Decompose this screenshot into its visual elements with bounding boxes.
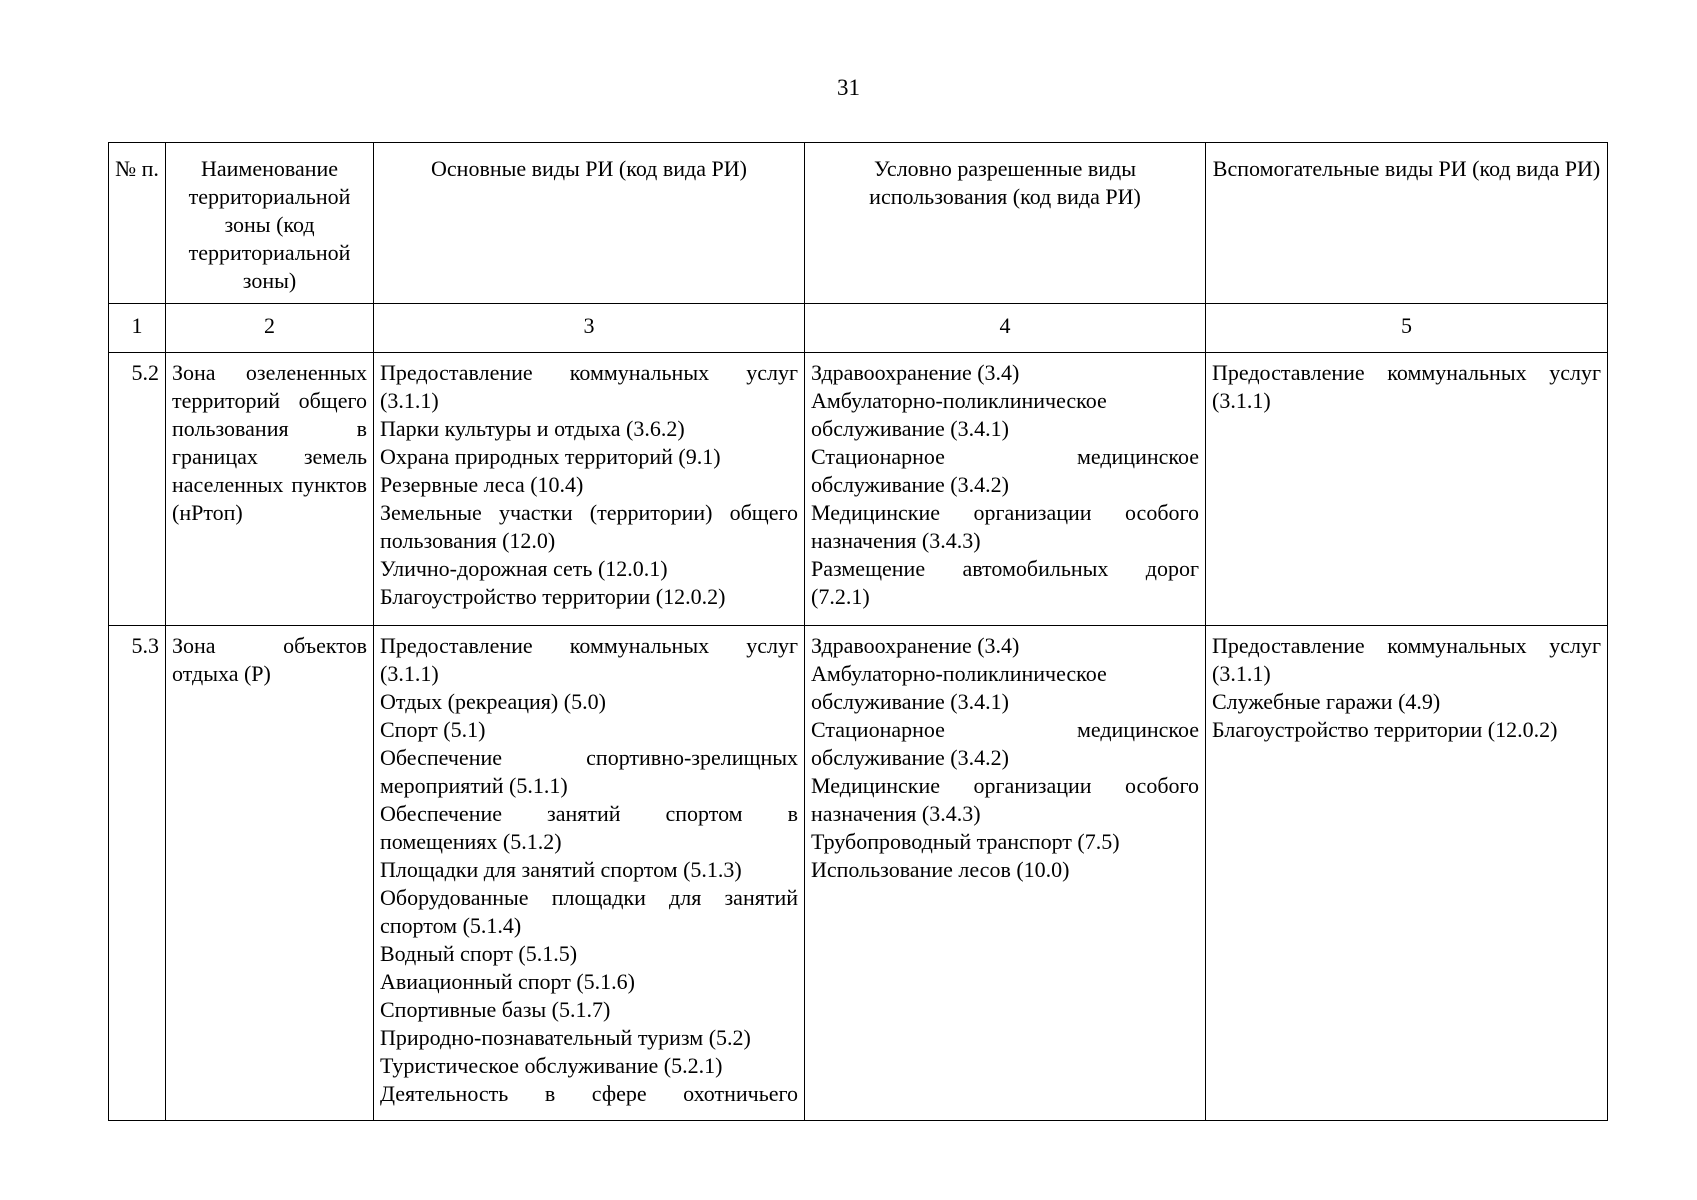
list-item: Предоставление коммунальных услуг (3.1.1) — [380, 633, 798, 686]
main-uses-cell — [374, 353, 805, 626]
list-item: Туристическое обслуживание (5.2.1) — [380, 1053, 723, 1078]
list-item: Амбулаторно-поликлиническое обслуживание (3.4.1) — [811, 661, 1107, 714]
list-item: Водный спорт (5.1.5) — [380, 941, 578, 966]
list-item: Использование лесов (10.0) — [811, 857, 1070, 882]
list-item: Здравоохранение (3.4) — [811, 633, 1020, 658]
list-item: Размещение автомобильных дорог (7.2.1) — [811, 556, 1199, 609]
table-row — [109, 353, 1608, 626]
column-number: 3 — [374, 304, 805, 353]
column-number: 2 — [166, 304, 374, 353]
list-item: Благоустройство территории (12.0.2) — [380, 584, 726, 609]
list-item: Предоставление коммунальных услуг (3.1.1) — [1212, 633, 1601, 686]
list-item: Обеспечение спортивно-зрелищных мероприятий (5.1.1) — [380, 745, 798, 798]
header-zone-name: Наименование территориальной зоны (код территориальной зоны) — [166, 143, 374, 304]
zones-table — [108, 142, 1608, 1121]
list-item: Трубопроводный транспорт (7.5) — [811, 829, 1120, 854]
auxiliary-uses-cell — [1206, 353, 1608, 626]
list-item: Здравоохранение (3.4) — [811, 360, 1020, 385]
list-item: Стационарное медицинское обслуживание (3.4.2) — [811, 444, 1199, 497]
header-main-uses: Основные виды РИ (код вида РИ) — [374, 143, 805, 304]
list-item: Амбулаторно-поликлиническое обслуживание (3.4.1) — [811, 388, 1107, 441]
conditional-uses-cell — [805, 626, 1206, 1121]
list-item: Медицинские организации особого назначения (3.4.3) — [811, 500, 1199, 553]
zone-name: Зона озелененных территорий общего пользования в границах земель населенных пунктов (нРтоп) — [172, 360, 367, 525]
list-item: Обеспечение занятий спортом в помещениях (5.1.2) — [380, 801, 798, 854]
table-row — [109, 626, 1608, 1121]
column-number: 4 — [805, 304, 1206, 353]
list-item: Охрана природных территорий (9.1) — [380, 444, 721, 469]
list-item: Улично-дорожная сеть (12.0.1) — [380, 556, 668, 581]
list-item: Служебные гаражи (4.9) — [1212, 689, 1441, 714]
list-item: Предоставление коммунальных услуг (3.1.1) — [380, 360, 798, 413]
zone-name: Зона объектов отдыха (Р) — [172, 633, 367, 686]
list-item: Площадки для занятий спортом (5.1.3) — [380, 857, 742, 882]
list-item: Природно-познавательный туризм (5.2) — [380, 1025, 751, 1050]
column-number: 1 — [109, 304, 166, 353]
list-item: Предоставление коммунальных услуг (3.1.1) — [1212, 360, 1601, 413]
zone-name-cell — [166, 353, 374, 626]
list-item: Резервные леса (10.4) — [380, 472, 584, 497]
list-item: Благоустройство территории (12.0.2) — [1212, 717, 1558, 742]
column-number: 5 — [1206, 304, 1608, 353]
header-auxiliary-uses: Вспомогательные виды РИ (код вида РИ) — [1206, 143, 1608, 304]
main-uses-cell — [374, 626, 805, 1121]
header-num: № п. — [109, 143, 166, 304]
zone-name-cell — [166, 626, 374, 1121]
list-item: Спорт (5.1) — [380, 717, 486, 742]
row-number: 5.3 — [109, 626, 166, 1121]
list-item: Спортивные базы (5.1.7) — [380, 997, 611, 1022]
list-item: Авиационный спорт (5.1.6) — [380, 969, 635, 994]
list-item: Земельные участки (территории) общего пользования (12.0) — [380, 500, 798, 553]
page-number: 31 — [837, 75, 860, 100]
list-item: Оборудованные площадки для занятий спортом (5.1.4) — [380, 885, 798, 938]
list-item: Парки культуры и отдыха (3.6.2) — [380, 416, 685, 441]
column-number-row — [109, 304, 1608, 353]
header-row — [109, 143, 1608, 304]
header-conditional-uses: Условно разрешенные виды использования (код вида РИ) — [805, 143, 1206, 304]
row-number: 5.2 — [109, 353, 166, 626]
list-item: Отдых (рекреация) (5.0) — [380, 689, 606, 714]
conditional-uses-cell — [805, 353, 1206, 626]
list-item: Медицинские организации особого назначения (3.4.3) — [811, 773, 1199, 826]
list-item: Деятельность в сфере охотничьего — [380, 1081, 798, 1106]
list-item: Стационарное медицинское обслуживание (3.4.2) — [811, 717, 1199, 770]
auxiliary-uses-cell — [1206, 626, 1608, 1121]
